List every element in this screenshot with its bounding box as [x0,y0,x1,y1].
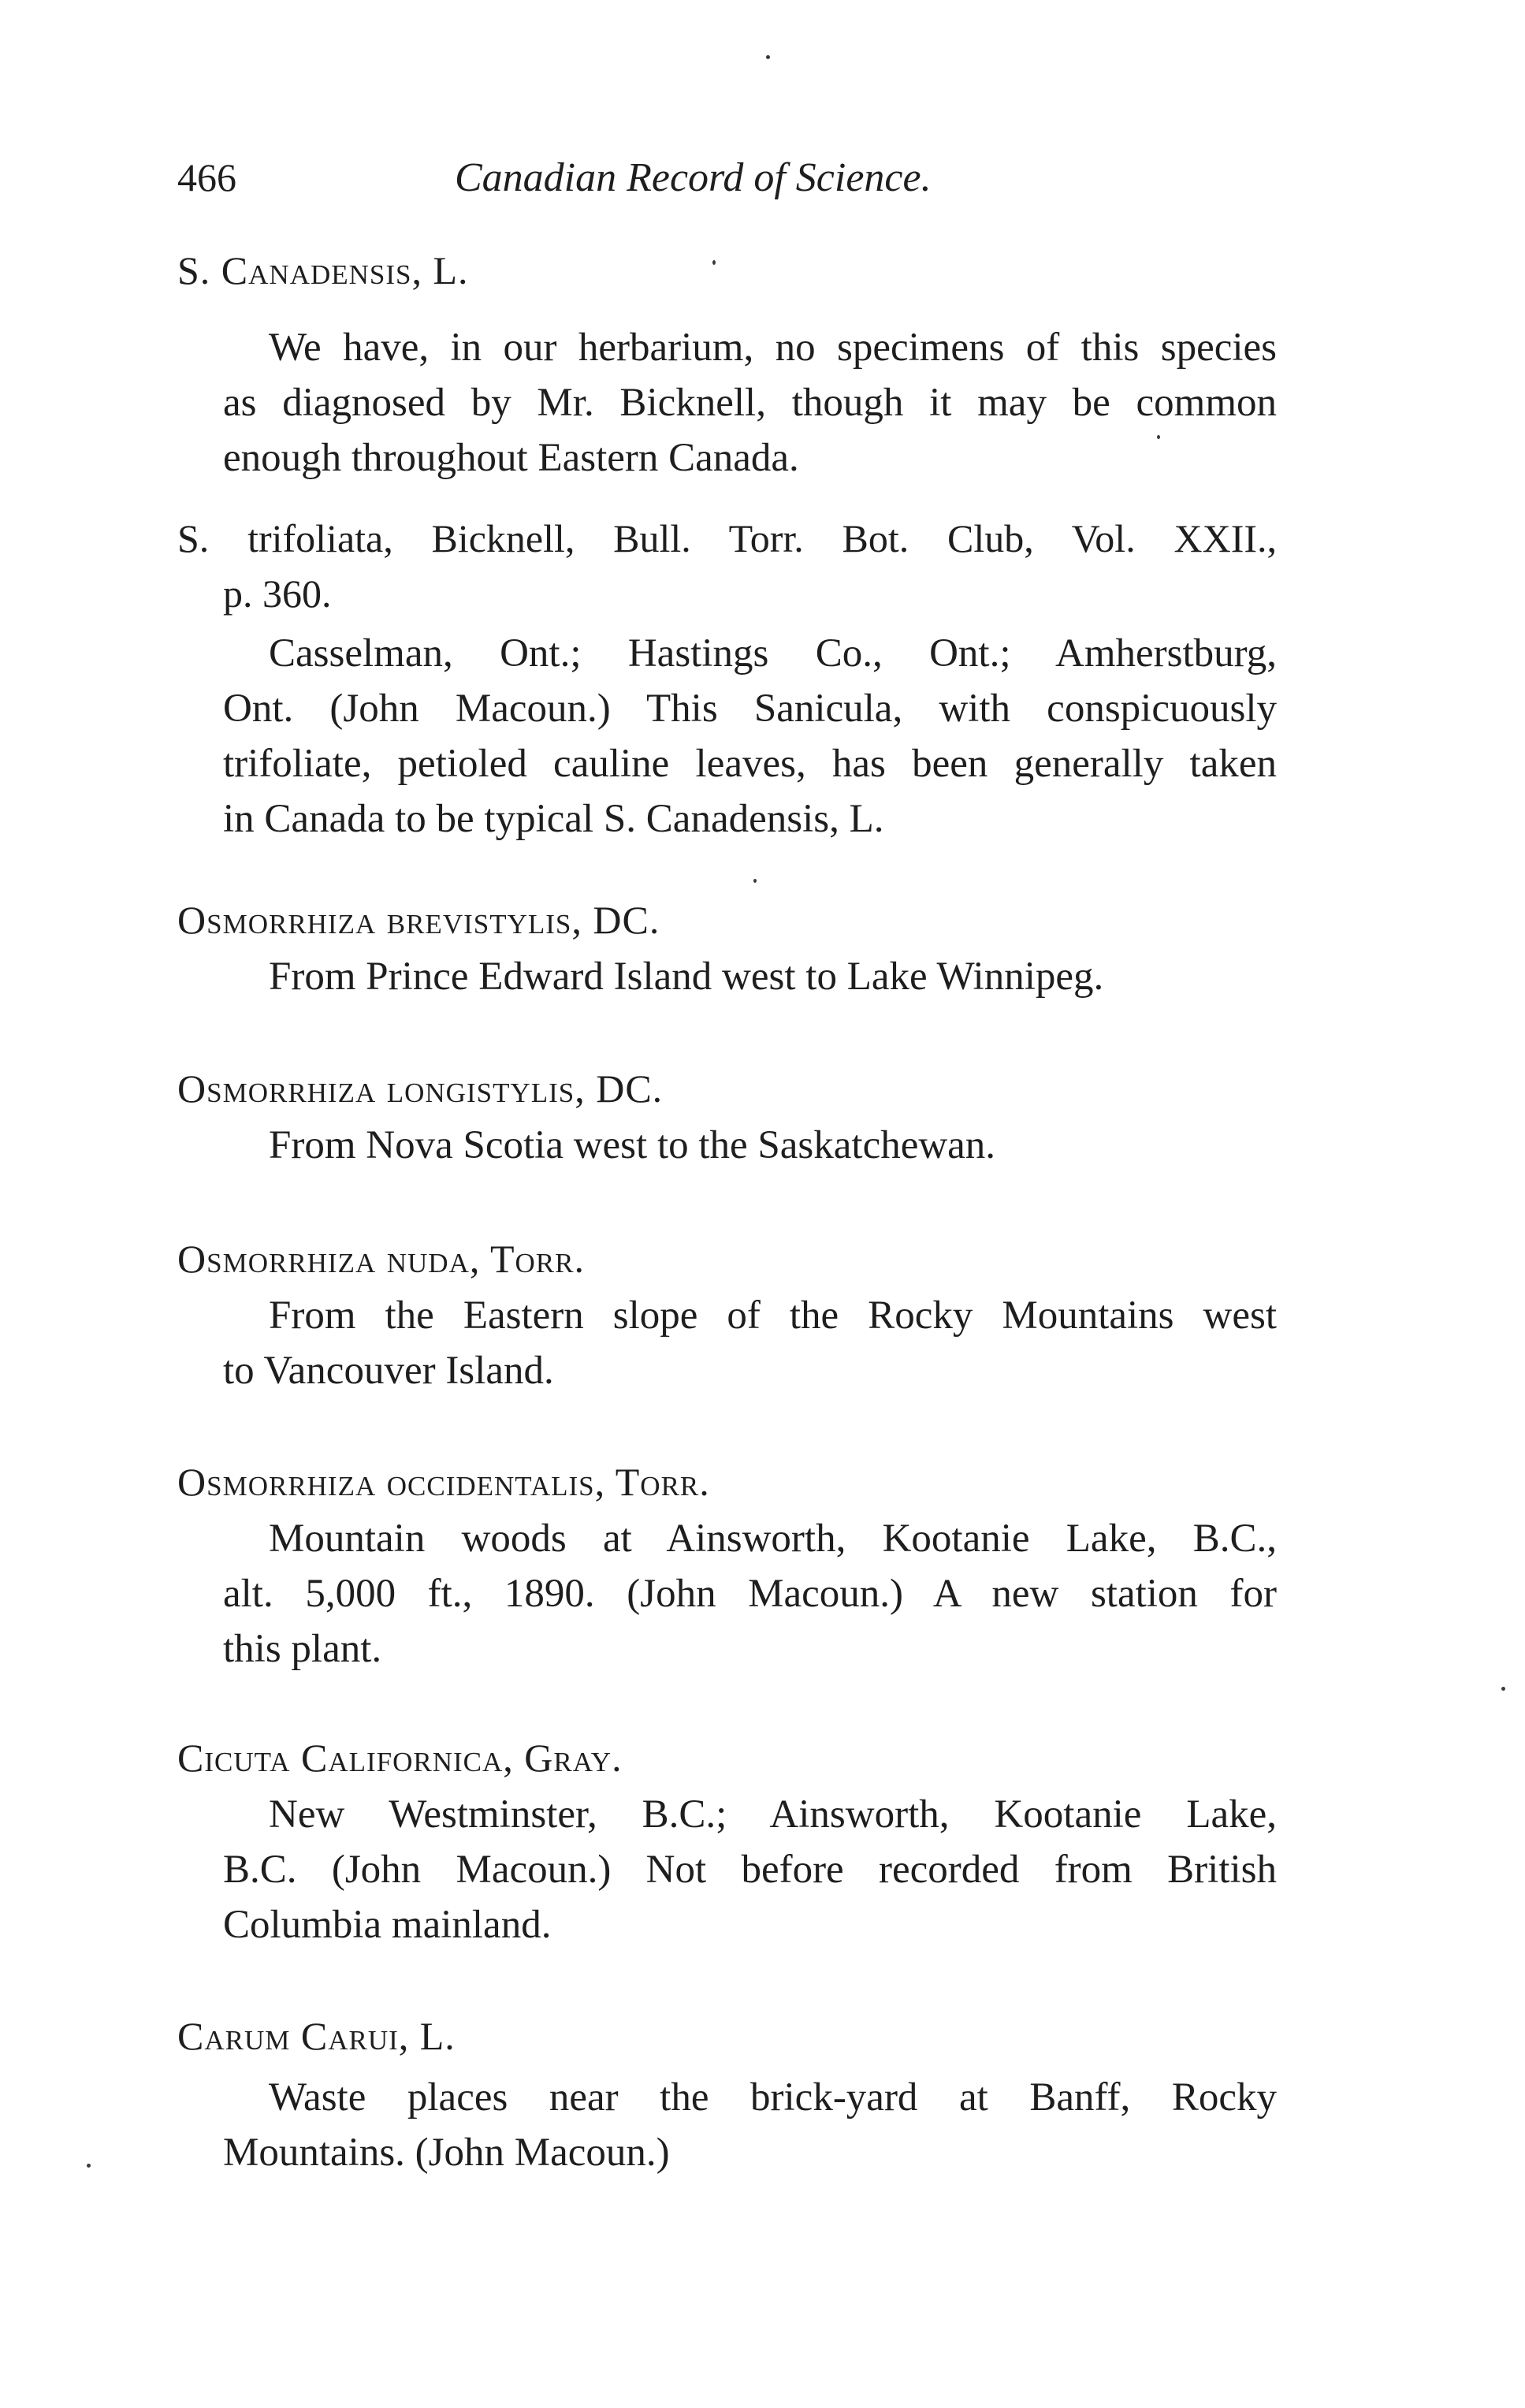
text-line: alt. 5,000 ft., 1890. (John Macoun.) A new station for [223,1572,1277,1616]
text-line: Ont. (John Macoun.) This Sanicula, with conspicuously [223,687,1277,731]
text-line: From Prince Edward Island west to Lake Winnipeg. [269,955,1104,999]
entry-heading: Carum Carui, L. [177,2014,456,2058]
entry-heading: Osmorrhiza longistylis, DC. [177,1066,664,1111]
entry-heading: Osmorrhiza occidentalis, Torr. [177,1460,710,1504]
text-line: From Nova Scotia west to the Saskatchewan. [269,1123,996,1167]
scan-speck [766,55,770,59]
text-line: Mountain woods at Ainsworth, Kootanie Lake, B.C., [269,1517,1277,1561]
text-line: enough throughout Eastern Canada. [223,436,799,480]
text-line: this plant. [223,1627,382,1671]
scan-speck [1501,1687,1505,1691]
entry-text [177,1511,1277,1677]
entry-heading: S. Canadensis, L. [177,248,469,292]
entry-heading: S. trifoliata, Bicknell, Bull. Torr. Bot. Club, Vol. XXII., p. 360. [177,516,1277,616]
entry-osmorrhiza-longistylis [177,1061,1277,1173]
entry-cicuta-californica [177,1730,1277,1952]
entry-carum-carui [177,2008,1277,2180]
entry-text [177,626,1277,847]
scan-speck [87,2164,91,2168]
text-line: trifoliate, petioled cauline leaves, has been generally taken [223,742,1277,786]
entry-heading: Osmorrhiza nuda, Torr. [177,1237,585,1281]
entry-sanicula-canadensis [177,243,1277,486]
entry-text [177,2070,1277,2180]
text-line: Columbia mainland. [223,1903,552,1947]
text-line: B.C. (John Macoun.) Not before recorded from British [223,1848,1277,1892]
entry-osmorrhiza-nuda [177,1231,1277,1398]
entry-osmorrhiza-brevistylis [177,892,1277,1004]
text-line: Mountains. (John Macoun.) [223,2131,670,2175]
text-line: in Canada to be typical S. Canadensis, L. [223,797,884,841]
entry-text [177,1118,1277,1173]
scan-speck [753,879,757,883]
text-line: New Westminster, B.C.; Ainsworth, Kootanie Lake, [269,1792,1277,1837]
running-header [177,154,1281,210]
text-line: We have, in our herbarium, no specimens of this species [269,326,1277,370]
scan-speck [712,260,716,265]
text-line: as diagnosed by Mr. Bicknell, though it may be common [223,381,1277,425]
text-line: to Vancouver Island. [223,1349,554,1393]
entry-heading: Osmorrhiza brevistylis, DC. [177,898,660,942]
entry-text [177,320,1277,486]
entry-osmorrhiza-occidentalis [177,1454,1277,1677]
entry-text [177,949,1277,1004]
running-title: Canadian Record of Science. [455,155,932,200]
entry-sanicula-trifoliata [177,511,1277,847]
entry-text [177,1787,1277,1952]
text-line: Waste places near the brick-yard at Banff, Rocky [269,2075,1277,2120]
entry-text [177,1288,1277,1398]
text-line: From the Eastern slope of the Rocky Mountains west [269,1293,1277,1338]
text-line: Casselman, Ont.; Hastings Co., Ont.; Amherstburg, [269,631,1277,676]
scan-speck [1157,435,1160,439]
page-number: 466 [177,155,236,199]
entry-heading: Cicuta Californica, Gray. [177,1736,623,1780]
